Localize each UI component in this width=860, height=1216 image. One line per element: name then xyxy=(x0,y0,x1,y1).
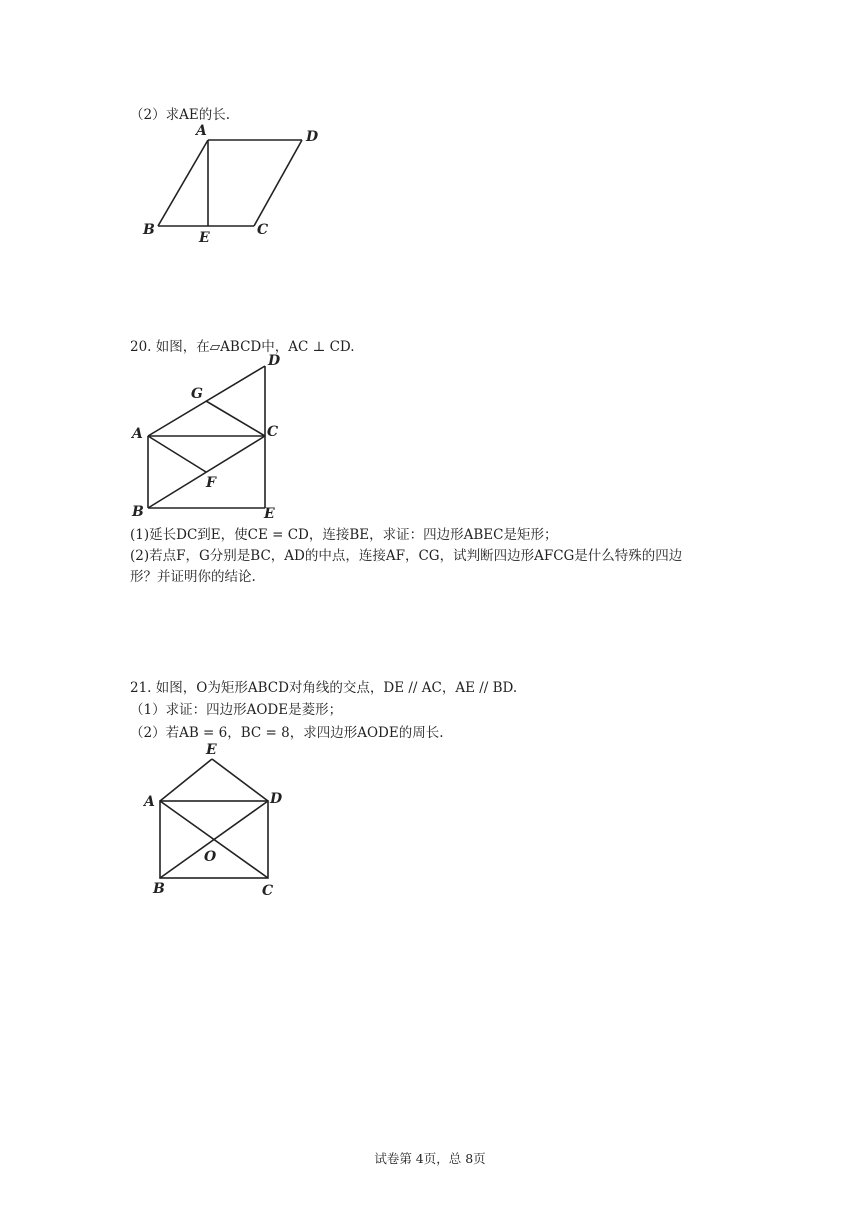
label-E: E xyxy=(206,742,217,758)
label-B: B xyxy=(153,881,165,897)
q19-part2: （2）求AE的长. xyxy=(130,107,230,123)
label-E: E xyxy=(199,230,210,246)
label-A: A xyxy=(196,123,207,139)
seg-AE xyxy=(160,759,212,801)
seg-AB xyxy=(158,140,208,226)
label-B: B xyxy=(143,222,155,238)
q19-figure-parallelogram xyxy=(140,122,320,247)
seg-ED xyxy=(212,759,268,801)
q21-figure xyxy=(140,740,300,900)
label-B: B xyxy=(132,504,144,520)
q20-stem: 20. 如图，在▱ABCD中，AC ⊥ CD. xyxy=(130,339,355,355)
label-C: C xyxy=(262,883,274,899)
q21-stem: 21. 如图，O为矩形ABCD对角线的交点，DE // AC，AE // BD. xyxy=(130,680,518,696)
label-D: D xyxy=(268,353,281,369)
q20-figure xyxy=(128,352,288,522)
q21-part1: （1）求证：四边形AODE是菱形； xyxy=(130,702,343,718)
label-F: F xyxy=(206,475,216,491)
label-A: A xyxy=(132,426,143,442)
label-A: A xyxy=(144,794,155,810)
label-D: D xyxy=(306,129,319,145)
page-footer: 试卷第 4页，总 8页 xyxy=(374,1151,486,1166)
q20-part1: (1)延长DC到E，使CE = CD，连接BE，求证：四边形ABEC是矩形； xyxy=(130,527,558,543)
label-E: E xyxy=(264,506,275,522)
label-G: G xyxy=(191,386,203,402)
seg-GC xyxy=(206,401,265,436)
seg-AF xyxy=(148,436,206,472)
q21-part2: （2）若AB = 6，BC = 8，求四边形AODE的周长. xyxy=(130,725,444,741)
label-C: C xyxy=(257,222,269,238)
label-D: D xyxy=(270,791,283,807)
q20-part2-line1: (2)若点F，G分别是BC，AD的中点，连接AF，CG，试判断四边形AFCG是什么特殊的四边 xyxy=(130,548,683,564)
seg-DC xyxy=(254,140,302,226)
q20-part2-line2: 形？并证明你的结论. xyxy=(130,569,256,585)
label-C: C xyxy=(267,424,279,440)
label-O: O xyxy=(204,849,217,865)
